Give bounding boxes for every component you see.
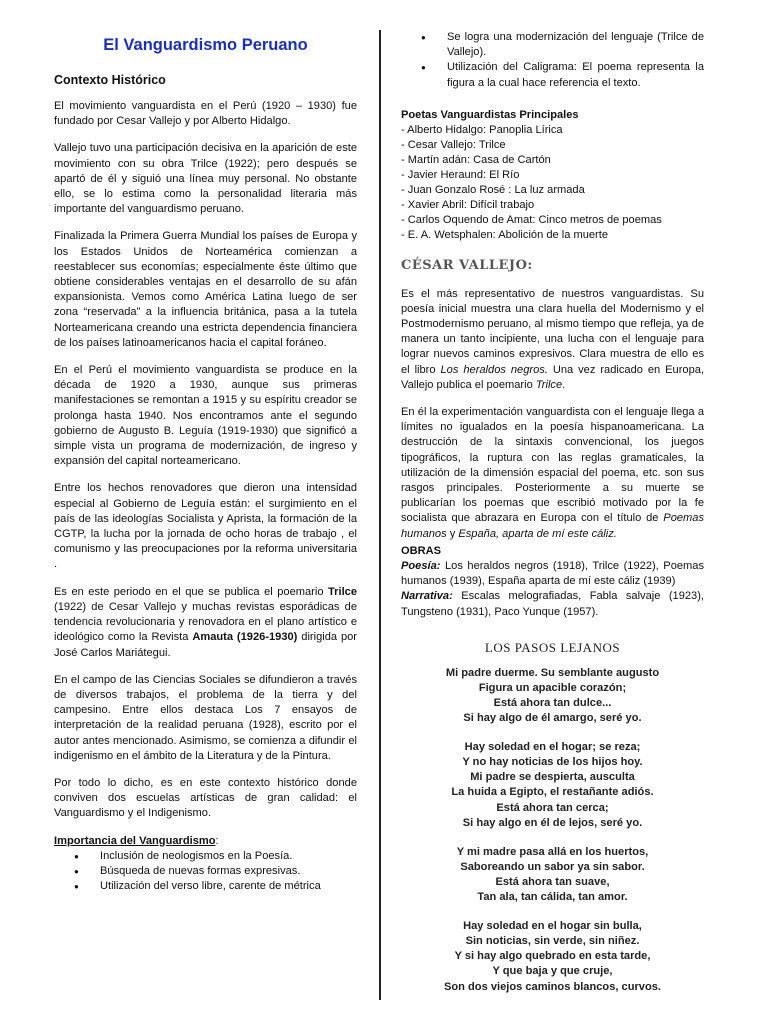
poem-verse: Está ahora tan dulce... bbox=[493, 697, 612, 710]
list-item: ● Utilización del verso libre, carente de métrica bbox=[74, 879, 357, 894]
cv-p1-text-a: Es el más representativo de nuestros vanguardistas. Su poesía inicial muestra una clara huella del Modernismo y el Postmodernismo peruano, al mismo tiempo que refleja, ya de manera un tanto incipiente, una lucha con el lenguaje para lograr nuevos caminos expresivos. Clara muestra de ello es el libro bbox=[401, 287, 704, 376]
poet-item: - Martín adán: Casa de Cartón bbox=[401, 154, 551, 166]
poet-item: - E. A. Wetsphalen: Abolición de la muerte bbox=[401, 229, 608, 242]
poem-verse: Está ahora tan suave, bbox=[495, 875, 610, 888]
poem-verse: Mi padre duerme. Su semblante augusto bbox=[445, 666, 660, 679]
importancia-colon: : bbox=[215, 834, 219, 847]
paragraph-5: Entre los hechos renovadores que dieron una intensidad especial al Gobierno de Leguía están: el surgimiento en el país de las ideologías Socialista y Aprista, la formación de la CGTP, la lucha por la jornada de ocho horas de trabajo , el comunismo y las preocupaciones por la reforma universitaria . bbox=[54, 482, 357, 571]
section-heading-contexto: Contexto Histórico bbox=[54, 73, 166, 87]
paragraph-6 bbox=[54, 585, 357, 661]
document-title: El Vanguardismo Peruano bbox=[103, 36, 308, 54]
poet-item: - Cesar Vallejo: Trilce bbox=[401, 138, 506, 151]
importancia-title: Importancia del Vanguardismo bbox=[54, 834, 216, 847]
p6-text-a: Es en este periodo en el que se publica el poemario bbox=[54, 585, 328, 598]
poem-title: LOS PASOS LEJANOS bbox=[484, 639, 621, 655]
poem-stanza bbox=[401, 919, 704, 994]
poem-stanza bbox=[401, 666, 704, 726]
cesar-vallejo-heading: CÉSAR VALLEJO: bbox=[401, 257, 533, 273]
poem-verse: Saboreando un sabor ya sin sabor. bbox=[460, 860, 645, 873]
p6-trilce: Trilce bbox=[328, 585, 357, 598]
list-item: ● Búsqueda de nuevas formas expresivas. bbox=[74, 864, 357, 879]
cv-p1-trilce: Trilce bbox=[535, 378, 563, 391]
paragraph-2: Vallejo tuvo una participación decisiva en la aparición de este movimiento con su obra Trilce (1922); pero después se apartó de él y siguió una línea muy personal. No obstante ello, se lo estima como la personalidad literaria más importante del vanguardismo peruano. bbox=[54, 142, 357, 216]
paragraph-1: El movimiento vanguardista en el Perú (1920 – 1930) fue fundado por Cesar Vallejo y por Alberto Hidalgo. bbox=[54, 100, 357, 128]
cv-p1-text-c: Una vez radicado en Europa, Vallejo publica el poemario bbox=[401, 363, 705, 391]
paragraph-4: En el Perú el movimiento vanguardista se produce en la década de 1920 a 1930, aunque sus primeras manifestaciones se remontan a 1915 y su espíritu creador se prolonga hasta 1940. Nos encontramos ante el segundo gobierno de Augusto B. Leguía (1919-1930) que significó a simple vista un programa de modernización, de ingreso y expansión del capital norteamericano. bbox=[54, 364, 357, 468]
poem-verse: Si hay algo en él de lejos, seré yo. bbox=[462, 816, 643, 829]
poem-stanza bbox=[401, 845, 704, 905]
obras-poesia-text: Los heraldos negros (1918), Trilce (1922), Poemas humanos (1939), España aparta de mí este cáliz (1939) bbox=[401, 560, 704, 588]
obras-narrativa bbox=[401, 589, 704, 619]
paragraph-7: En el campo de las Ciencias Sociales se difundieron a través de diversos trabajos, el problema de la tierra y del campesino. Entre ellos destaca Los 7 ensayos de interpretación de la realidad peruana (1928), escrito por el autor antes mencionado. Asimismo, se comienza a difundir el indigenismo en el ámbito de la Literatura y de la Pintura. bbox=[54, 673, 357, 762]
cv-p2-poemas-humanos: Poemas humanos bbox=[401, 512, 704, 540]
cv-p1-heraldos: Los heraldos negros. bbox=[440, 363, 548, 376]
poet-item: - Alberto Hidalgo: Panoplia Lírica bbox=[401, 123, 563, 136]
poem-verse: Y si hay algo quebrado en esta tarde, bbox=[454, 950, 651, 963]
left-column bbox=[54, 30, 357, 894]
poem-verse: Si hay algo de él amargo, seré yo. bbox=[463, 712, 642, 725]
obras-poesia bbox=[401, 559, 704, 589]
poet-item: - Javier Heraund: El Río bbox=[401, 169, 520, 182]
column-divider bbox=[379, 30, 381, 1000]
obras-narrativa-text: Escalas melografiadas, Fabla salvaje (1923), Tungsteno (1931), Paco Yunque (1957). bbox=[401, 590, 704, 618]
poem-verse: Está ahora tan cerca; bbox=[496, 801, 609, 814]
cv-p2-text-a: En él la experimentación vanguardista con el lenguaje llega a límites no igualados en la poesía hispanoamericana. La destrucción de la sintaxis convencional, los juegos tipográficos, la ruptura con las reglas gramaticales, la utilización de la dimensión espacial del poema, etc. son sus rasgos principales. Posteriormente a su muerte se publicarían los poemas que escribió motivado por la fe socialista que abrazara en Europa con el título de bbox=[401, 405, 704, 525]
cv-p2-espana: España, aparta de mí este cáliz. bbox=[458, 527, 617, 540]
p6-text-c: (1922) de Cesar Vallejo y muchas revistas esporádicas de tendencia revolucionaria y renovadora en el plano artístico e ideológico como la Revista bbox=[54, 600, 357, 644]
p6-text-e: dirigida por José Carlos Mariátegui. bbox=[54, 631, 358, 659]
right-column bbox=[401, 30, 704, 1009]
poem-verse: Y no hay noticias de los hijos hoy. bbox=[462, 756, 643, 769]
cv-p1-text-e: . bbox=[562, 378, 566, 391]
poet-item: - Juan Gonzalo Rosé : La luz armada bbox=[401, 184, 585, 197]
vallejo-paragraph-2 bbox=[401, 405, 704, 542]
poem-body bbox=[401, 666, 704, 995]
obras-title: OBRAS bbox=[401, 544, 442, 557]
importancia-heading bbox=[54, 834, 357, 849]
importancia-list bbox=[54, 849, 357, 895]
poem-verse: Son dos viejos caminos blancos, curvos. bbox=[443, 980, 661, 993]
obras-poesia-label: Poesía: bbox=[401, 560, 441, 573]
poem-verse: Hay soledad en el hogar sin bulla, bbox=[463, 920, 642, 933]
poem-verse: Tan ala, tan cálida, tan amor. bbox=[477, 891, 628, 904]
importancia-list-continued bbox=[401, 30, 704, 91]
list-item: ● Se logra una modernización del lenguaje (Trilce de Vallejo). bbox=[421, 30, 704, 60]
p6-amauta: Amauta (1926-1930) bbox=[192, 631, 298, 644]
obras-narrativa-label: Narrativa: bbox=[401, 590, 453, 603]
poem-verse: La huida a Egipto, el restañante adiós. bbox=[451, 786, 654, 799]
poem-verse: Mi padre se despierta, ausculta bbox=[470, 771, 635, 784]
list-item: ● Inclusión de neologismos en la Poesía. bbox=[74, 849, 357, 864]
vallejo-paragraph-1 bbox=[401, 287, 704, 393]
list-item: ● Utilización del Caligrama: El poema representa la figura a la cual hace referencia el texto. bbox=[421, 60, 704, 90]
poem-verse: Y mi madre pasa allá en los huertos, bbox=[456, 845, 649, 858]
poetas-list bbox=[401, 123, 704, 244]
poem-verse: Sin noticias, sin verde, sin niñez. bbox=[465, 935, 640, 948]
poem-verse: Figura un apacible corazón; bbox=[478, 681, 627, 694]
poet-item: - Xavier Abril: Difícil trabajo bbox=[401, 199, 535, 212]
poet-item: - Carlos Oquendo de Amat: Cinco metros de poemas bbox=[401, 214, 662, 227]
paragraph-3: Finalizada la Primera Guerra Mundial los países de Europa y los Estados Unidos de Norteamérica comienzan a reestablecer sus economías; especialmente éste último que obtiene considerables ventajas en el desarrollo de su afán expansionista. Vemos como América Latina luego de ser zona “reservada” a la influencia británica, pasa a la tutela Norteamericana creando una estricta dependencia financiera de los países latinoamericanos hacia el capital foráneo. bbox=[54, 230, 357, 349]
poem-stanza bbox=[401, 740, 704, 831]
poem-verse: Hay soledad en el hogar; se reza; bbox=[464, 741, 641, 754]
poem-verse: Y que baja y que cruje, bbox=[492, 965, 613, 978]
paragraph-8: Por todo lo dicho, es en este contexto histórico donde conviven dos escuelas artísticas de gran calidad: el Vanguardismo y el Indigenismo. bbox=[54, 776, 357, 820]
cv-p2-text-c: y bbox=[446, 527, 459, 540]
poetas-title: Poetas Vanguardistas Principales bbox=[401, 108, 579, 121]
